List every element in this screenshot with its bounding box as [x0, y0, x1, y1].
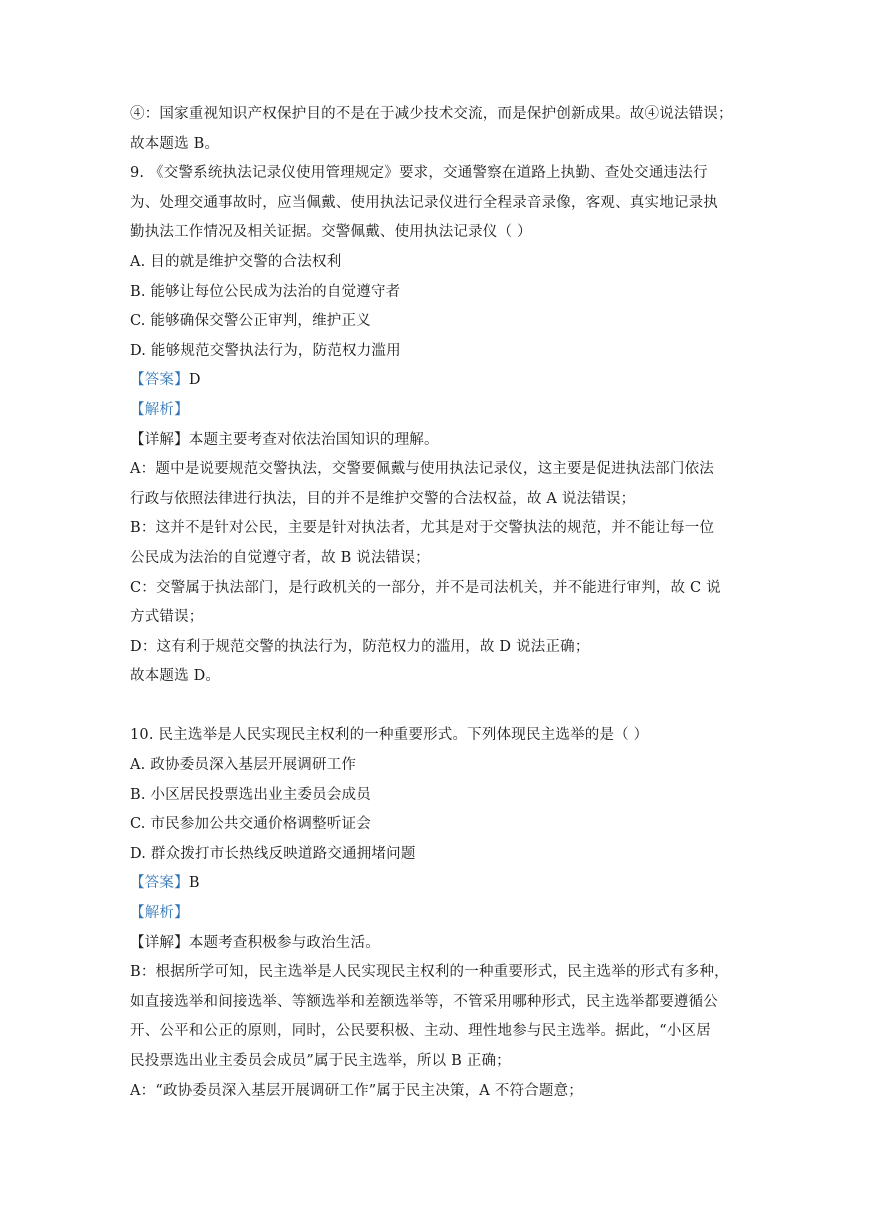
answer-value: B	[188, 875, 200, 892]
q9-detail	[130, 426, 745, 456]
detail-tag: 【详解】	[130, 431, 189, 448]
detail-intro: 本题考查积极参与政治生活。	[188, 934, 380, 951]
q9-option-b: B. 能够让每位公民成为法治的自觉遵守者	[130, 283, 401, 300]
q10-explanation-line: 开、公平和公正的原则，同时，公民要积极、主动、理性地参与民主选举。据此，“小区居	[130, 1023, 711, 1040]
answer-value: D	[188, 372, 201, 389]
q9-stem-line: 9. 《交警系统执法记录仪使用管理规定》要求，交通警察在道路上执勤、查处交通违法行	[130, 165, 708, 182]
q10-analysis	[130, 899, 745, 929]
q10-answer	[130, 869, 745, 899]
answer-tag: 【答案】	[130, 875, 189, 892]
q9-answer	[130, 366, 745, 396]
q10-option-a: A. 政协委员深入基层开展调研工作	[130, 757, 357, 774]
q9-stem-line: 为、处理交通事故时，应当佩戴、使用执法记录仪进行全程录音录像，客观、真实地记录执	[130, 194, 718, 211]
q9-option-a: A. 目的就是维护交警的合法权利	[130, 253, 342, 270]
answer-tag: 【答案】	[130, 372, 189, 389]
q8-item4-text: ④：国家重视知识产权保护目的不是在于减少技术交流，而是保护创新成果。故④说法错误；	[130, 106, 733, 122]
analysis-tag: 【解析】	[130, 905, 189, 922]
q9-explanation-line: C：交警属于执法部门，是行政机关的一部分，并不是司法机关，并不能进行审判，故 C 说	[130, 579, 721, 596]
q10-explanation-line: B：根据所学可知，民主选举是人民实现民主权利的一种重要形式，民主选举的形式有多种，	[130, 964, 729, 981]
q10-option-d: D. 群众拨打市长热线反映道路交通拥堵问题	[130, 845, 416, 862]
q9-explanation-line: 故本题选 D。	[130, 668, 221, 685]
q9-explanation-line: 方式错误；	[130, 609, 204, 626]
blank-line	[130, 692, 745, 722]
q10-detail	[130, 929, 745, 959]
q10-option-c: C. 市民参加公共交通价格调整听证会	[130, 816, 371, 833]
q9-explanation-line: B：这并不是针对公民，主要是针对执法者，尤其是对于交警执法的规范，并不能让每一位	[130, 520, 715, 537]
q9-stem-line: 勤执法工作情况及相关证据。交警佩戴、使用执法记录仪（ ）	[130, 224, 532, 241]
q9-option-d: D. 能够规范交警执法行为，防范权力滥用	[130, 342, 401, 359]
q10-stem-line: 10. 民主选举是人民实现民主权利的一种重要形式。下列体现民主选举的是（ ）	[130, 727, 649, 744]
q10-explanation-line: 如直接选举和间接选举、等额选举和差额选举等，不管采用哪种形式，民主选举都要遵循公	[130, 993, 718, 1010]
q9-option-c: C. 能够确保交警公正审判，维护正义	[130, 313, 371, 330]
q9-explanation-line: A：题中是说要规范交警执法，交警要佩戴与使用执法记录仪，这主要是促进执法部门依法	[130, 461, 714, 478]
document-page	[130, 100, 745, 1106]
q10-explanation-line: A：“政协委员深入基层开展调研工作”属于民主决策，A 不符合题意；	[130, 1082, 583, 1099]
q8-conclusion: 故本题选 B。	[130, 135, 220, 152]
detail-intro: 本题主要考查对依法治国知识的理解。	[188, 431, 439, 448]
q9-explanation-line: D：这有利于规范交警的执法行为，防范权力的滥用，故 D 说法正确；	[130, 638, 590, 655]
analysis-tag: 【解析】	[130, 401, 189, 418]
q10-explanation-line: 民投票选出业主委员会成员”属于民主选举，所以 B 正确；	[130, 1053, 511, 1069]
q10-option-b: B. 小区居民投票选出业主委员会成员	[130, 786, 371, 803]
q9-analysis	[130, 396, 745, 426]
detail-tag: 【详解】	[130, 934, 189, 951]
q9-explanation-line: 公民成为法治的自觉遵守者，故 B 说法错误；	[130, 549, 430, 566]
q9-explanation-line: 行政与依照法律进行执法，目的并不是维护交警的合法权益，故 A 说法错误；	[130, 490, 636, 507]
